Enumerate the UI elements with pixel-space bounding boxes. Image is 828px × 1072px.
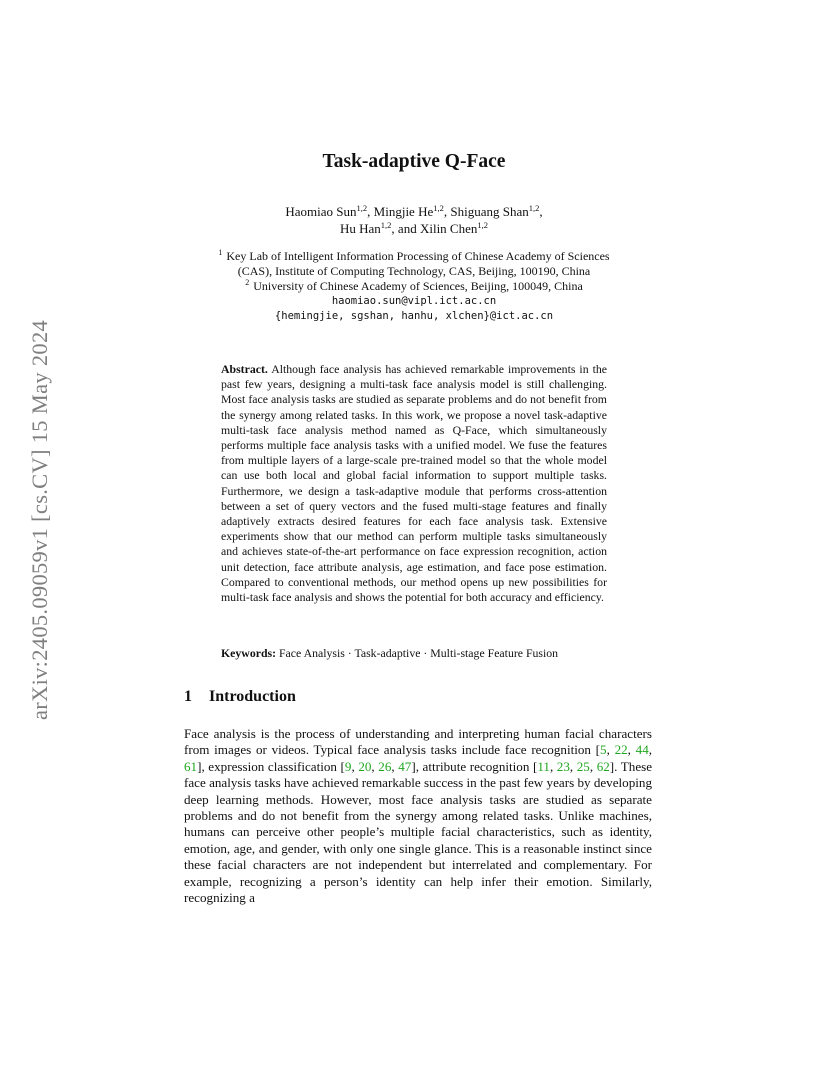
affiliation-line: Key Lab of Intelligent Information Processing of Chinese Academy of Sciences — [226, 249, 610, 263]
citation-link[interactable]: 20 — [358, 758, 372, 774]
author-conjunction: and — [397, 221, 417, 236]
citation-link[interactable]: 25 — [576, 758, 590, 774]
affiliation-block — [0, 249, 828, 324]
citation-link[interactable]: 22 — [614, 742, 628, 758]
affiliation-1-cont: (CAS), Institute of Computing Technology, CAS, Beijing, 100190, China — [237, 264, 591, 278]
abstract-label: Abstract. — [221, 362, 268, 376]
author-name: Shiguang Shan — [450, 204, 529, 219]
affiliation-mark: 2 — [245, 278, 250, 287]
paragraph-text: ], expression classification [ — [197, 758, 345, 774]
keywords-text: Face Analysis · Task-adaptive · Multi-stage Feature Fusion — [279, 646, 559, 660]
author-affiliation-mark: 1,2 — [433, 203, 444, 213]
citation-link[interactable]: 47 — [398, 758, 412, 774]
citation-link[interactable]: 61 — [184, 758, 198, 774]
section-title: Introduction — [209, 688, 296, 705]
paragraph-text: ], attribute recognition [ — [411, 758, 538, 774]
arxiv-id-text: arXiv:2405.09059v1 [cs.CV] 15 May 2024 — [27, 319, 53, 721]
section-heading — [184, 688, 296, 706]
author-list: Haomiao Sun$^{1,2}$, Mingjie He$^{1,2}$, Shiguang Shan$^{1,2}$, Hu Han$^{1,2}$, and Xilin Chen$^{1,2}$ — [285, 203, 543, 236]
citation-link[interactable]: 62 — [596, 758, 610, 774]
author-name: Hu Han — [340, 221, 381, 236]
author-affiliation-mark: 1,2 — [356, 203, 368, 213]
abstract — [221, 362, 607, 605]
citation-link[interactable]: 44 — [635, 742, 649, 758]
keywords — [221, 646, 621, 661]
affiliation-mark: 1 — [218, 248, 223, 257]
citation-link[interactable]: 23 — [556, 758, 570, 774]
citation-link[interactable]: 9 — [344, 758, 352, 774]
author-affiliation-mark: 1,2 — [528, 203, 540, 213]
paper-title: Task-adaptive Q-Face — [322, 151, 506, 172]
arxiv-identifier-stamp — [20, 280, 60, 760]
citation-link[interactable]: 11 — [537, 758, 550, 774]
author-affiliation-mark: 1,2 — [380, 220, 392, 230]
author-name: Mingjie He — [373, 204, 434, 219]
intro-paragraph: Face analysis is the process of understanding and interpreting human facial characters from images or videos. Typical face analysis tasks include face recognition [5, 22, 44, 61], expression classification [9, 20, 26, 47], attribute recognition [11, 23, 25, 62]. These face analysis tasks have achieved remarkable success in the past few years by developing deep learning methods. However, most face analysis tasks are studied as separate problems and do not benefit from the synergy among related tasks. Unlike machines, humans can perceive other people’s multiple facial characteristics, such as identity, emotion, age, and gender, with only one single glance. This is a reasonable instinct since these facial characters are not independent but interrelated and complementary. For example, recognizing a person’s identity can help infer their emotion. Similarly, recognizing a — [184, 726, 653, 906]
citation-link[interactable]: 26 — [378, 758, 392, 774]
email-primary: haomiao.sun@vipl.ict.ac.cn — [331, 295, 497, 307]
email-group: {hemingjie, sgshan, hanhu, xlchen}@ict.ac.cn — [274, 310, 554, 322]
affiliation-line: University of Chinese Academy of Sciences, Beijing, 100049, China — [253, 279, 583, 293]
affiliation-2 — [0, 279, 828, 294]
author-affiliation-mark: 1,2 — [477, 220, 488, 230]
paragraph-text: ]. These face analysis tasks have achieved remarkable success in the past few years by developing deep learning methods. However, most face analysis tasks are studied as separate problems and do not benefit from the synergy among related tasks. Unlike machines, humans can perceive other people’s multiple facial characteristics, such as identity, emotion, age, and gender, with only one single glance. This is a reasonable instinct since these facial characters are not independent but interrelated and complementary. For example, recognizing a person’s identity can help infer their emotion. Similarly, recognizing a — [184, 758, 653, 906]
abstract-text: Although face analysis has achieved remarkable improvements in the past few years, designing a multi-task face analysis model is still challenging. Most face analysis tasks are studied as separate problems and do not benefit from the synergy among related tasks. In this work, we propose a novel task-adaptive multi-task face analysis method named as Q-Face, which simultaneously performs multiple face analysis tasks with a unified model. We fuse the features from multiple layers of a large-scale pre-trained model so that the whole model can use both local and global facial information to support multiple tasks. Furthermore, we design a task-adaptive module that performs cross-attention between a set of query vectors and the fused multi-stage features and finally adaptively extracts desired features for each face analysis task. Extensive experiments show that our method can perform multiple tasks simultaneously and achieves state-of-the-art performance on face expression recognition, action unit detection, face attribute analysis, age estimation, and face pose estimation. Compared to conventional methods, our method opens up new possibilities for multi-task face analysis and shows the potential for both accuracy and efficiency. — [221, 362, 607, 605]
affiliation-1 — [0, 249, 828, 264]
section-number: 1 — [184, 688, 192, 705]
keywords-label: Keywords: — [221, 646, 277, 660]
author-name: Xilin Chen — [419, 221, 478, 236]
citation-link[interactable]: 5 — [600, 742, 607, 758]
paragraph-text: Face analysis is the process of understanding and interpreting human facial characters from images or videos. Typical face analysis tasks include face recognition [ — [184, 726, 652, 758]
author-name: Haomiao Sun — [285, 204, 357, 219]
